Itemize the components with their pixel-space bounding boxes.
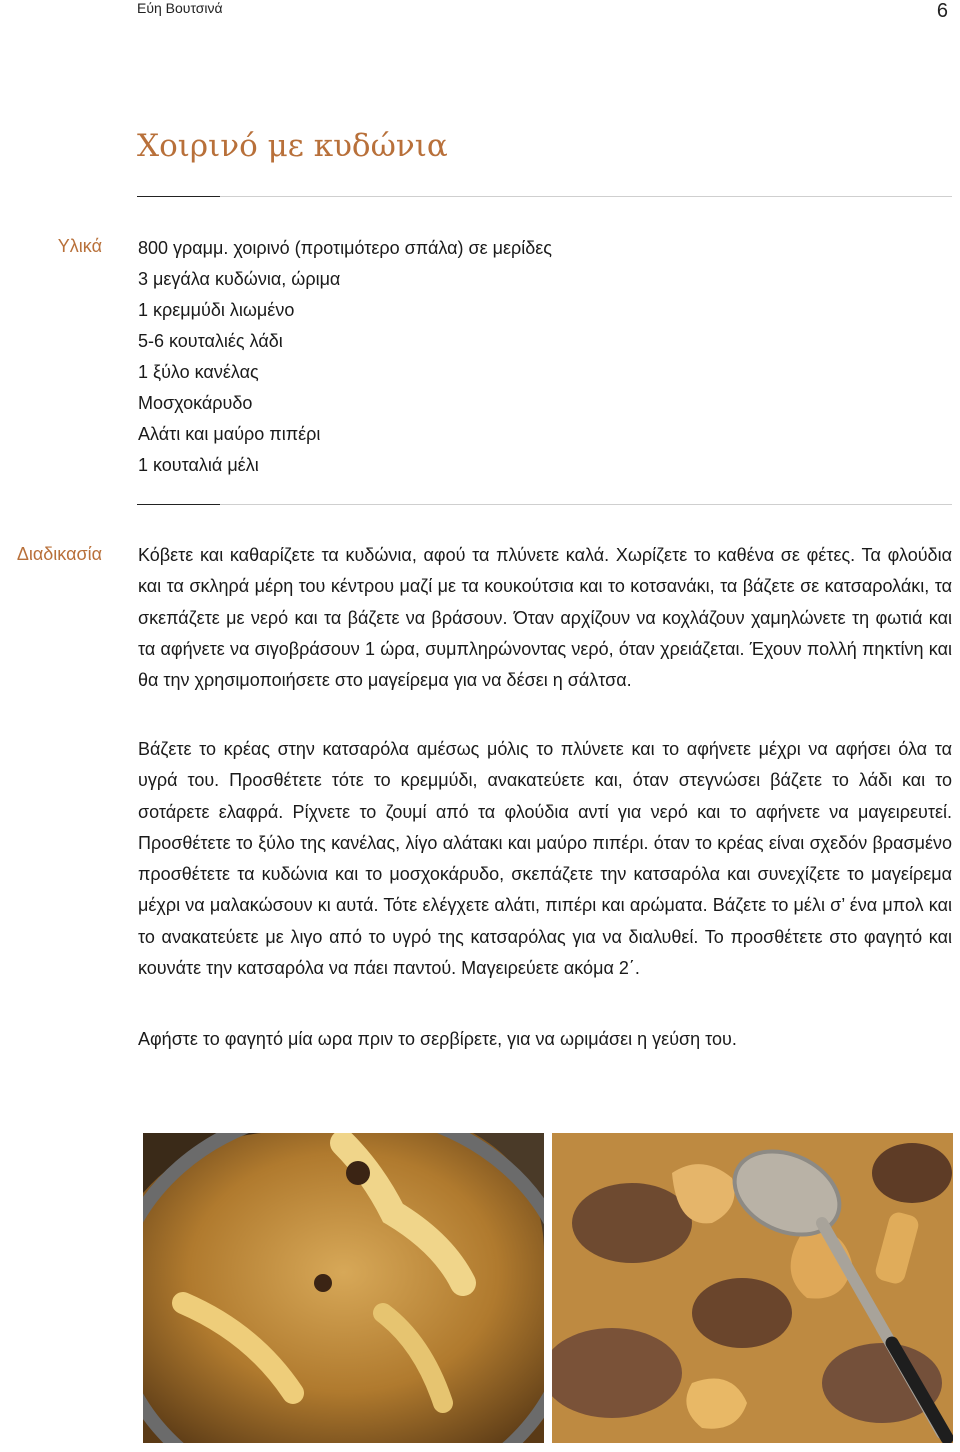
author-name: Εύη Βουτσινά [137, 0, 223, 16]
procedure-paragraph: Αφήστε το φαγητό μία ωρα πριν το σερβίρετε, για να ωριμάσει η γεύση του. [138, 1029, 737, 1049]
divider-short [137, 504, 220, 505]
list-item: 1 κουταλιά μέλι [138, 455, 259, 475]
list-item: Αλάτι και μαύρο πιπέρι [138, 424, 321, 444]
ingredients-list [138, 233, 552, 481]
page-number: 6 [936, 0, 948, 22]
list-item: 1 ξύλο κανέλας [138, 362, 259, 382]
list-item: 5-6 κουταλιές λάδι [138, 331, 283, 351]
divider-short [137, 196, 220, 197]
photo-quince-peels-boiling [143, 1133, 544, 1443]
list-item: Μοσχοκάρυδο [138, 393, 253, 413]
recipe-title: Χοιρινό με κυδώνια [137, 128, 448, 164]
ingredients-label: Υλικά [57, 236, 102, 256]
divider [220, 196, 952, 197]
list-item: 1 κρεμμύδι λιωμένο [138, 300, 295, 320]
procedure-label: Διαδικασία [16, 544, 102, 564]
list-item: 3 μεγάλα κυδώνια, ώριμα [138, 269, 341, 289]
photo-pork-with-quinces [552, 1133, 953, 1443]
divider [220, 504, 952, 505]
list-item: 800 γραμμ. χοιρινό (προτιμότερο σπάλα) σε μερίδες [138, 238, 552, 258]
procedure-paragraph: Κόβετε και καθαρίζετε τα κυδώνια, αφού τα πλύνετε καλά. Χωρίζετε το καθένα σε φέτες. Τα φλούδια και τα σκληρά μέρη του κέντρου μαζί με τα κουκούτσια και το κοτσανάκι, τα βάζετε σε κατσαρολάκι, τα σκεπάζετε με νερό και τα βάζετε να βράσουν. Όταν αρχίζουν να κοχλάζουν χαμηλώνετε τη φωτιά και τα αφήνετε να σιγοβράσουν 1 ώρα, συμπληρώνοντας νερό, όταν χρειάζεται. Έχουν πολλή πηκτίνη και θα την χρησιμοποιήσετε στο μαγείρεμα για να δέσει η σάλτσα. [138, 545, 952, 691]
procedure-paragraph: Βάζετε το κρέας στην κατσαρόλα αμέσως μόλις το πλύνετε και το αφήνετε μέχρι να αφήσει όλα τα υγρά του. Προσθέτετε τότε το κρεμμύδι, ανακατεύετε και, όταν στεγνώσει βάζετε το λάδι και το σοτάρετε ελαφρά. Ρίχνετε το ζουμί από τα φλούδια αντί για νερό και το αφήνετε να μαγειρευτεί. Προσθέτετε το ξύλο της κανέλας, λίγο αλάτακι και μαύρο πιπέρι. όταν το κρέας είναι σχεδόν βρασμένο προσθέτετε τα κυδώνια και το μοσχοκάρυδο, σκεπάζετε την κατσαρόλα και συνεχίζετε το μαγείρεμα μέχρι να μαλακώσουν κι αυτά. Τότε ελέγχετε αλάτι, πιπέρι και αρώματα. Βάζετε το μέλι σ’ ένα μπολ και το ανακατεύετε με λιγο από το υγρό της κατσαρόλας για να διαλυθεί. Το προσθέτετε στο φαγητό και κουνάτε την κατσαρόλα να πάει παντού. Μαγειρεύετε ακόμα 2΄. [138, 739, 952, 979]
